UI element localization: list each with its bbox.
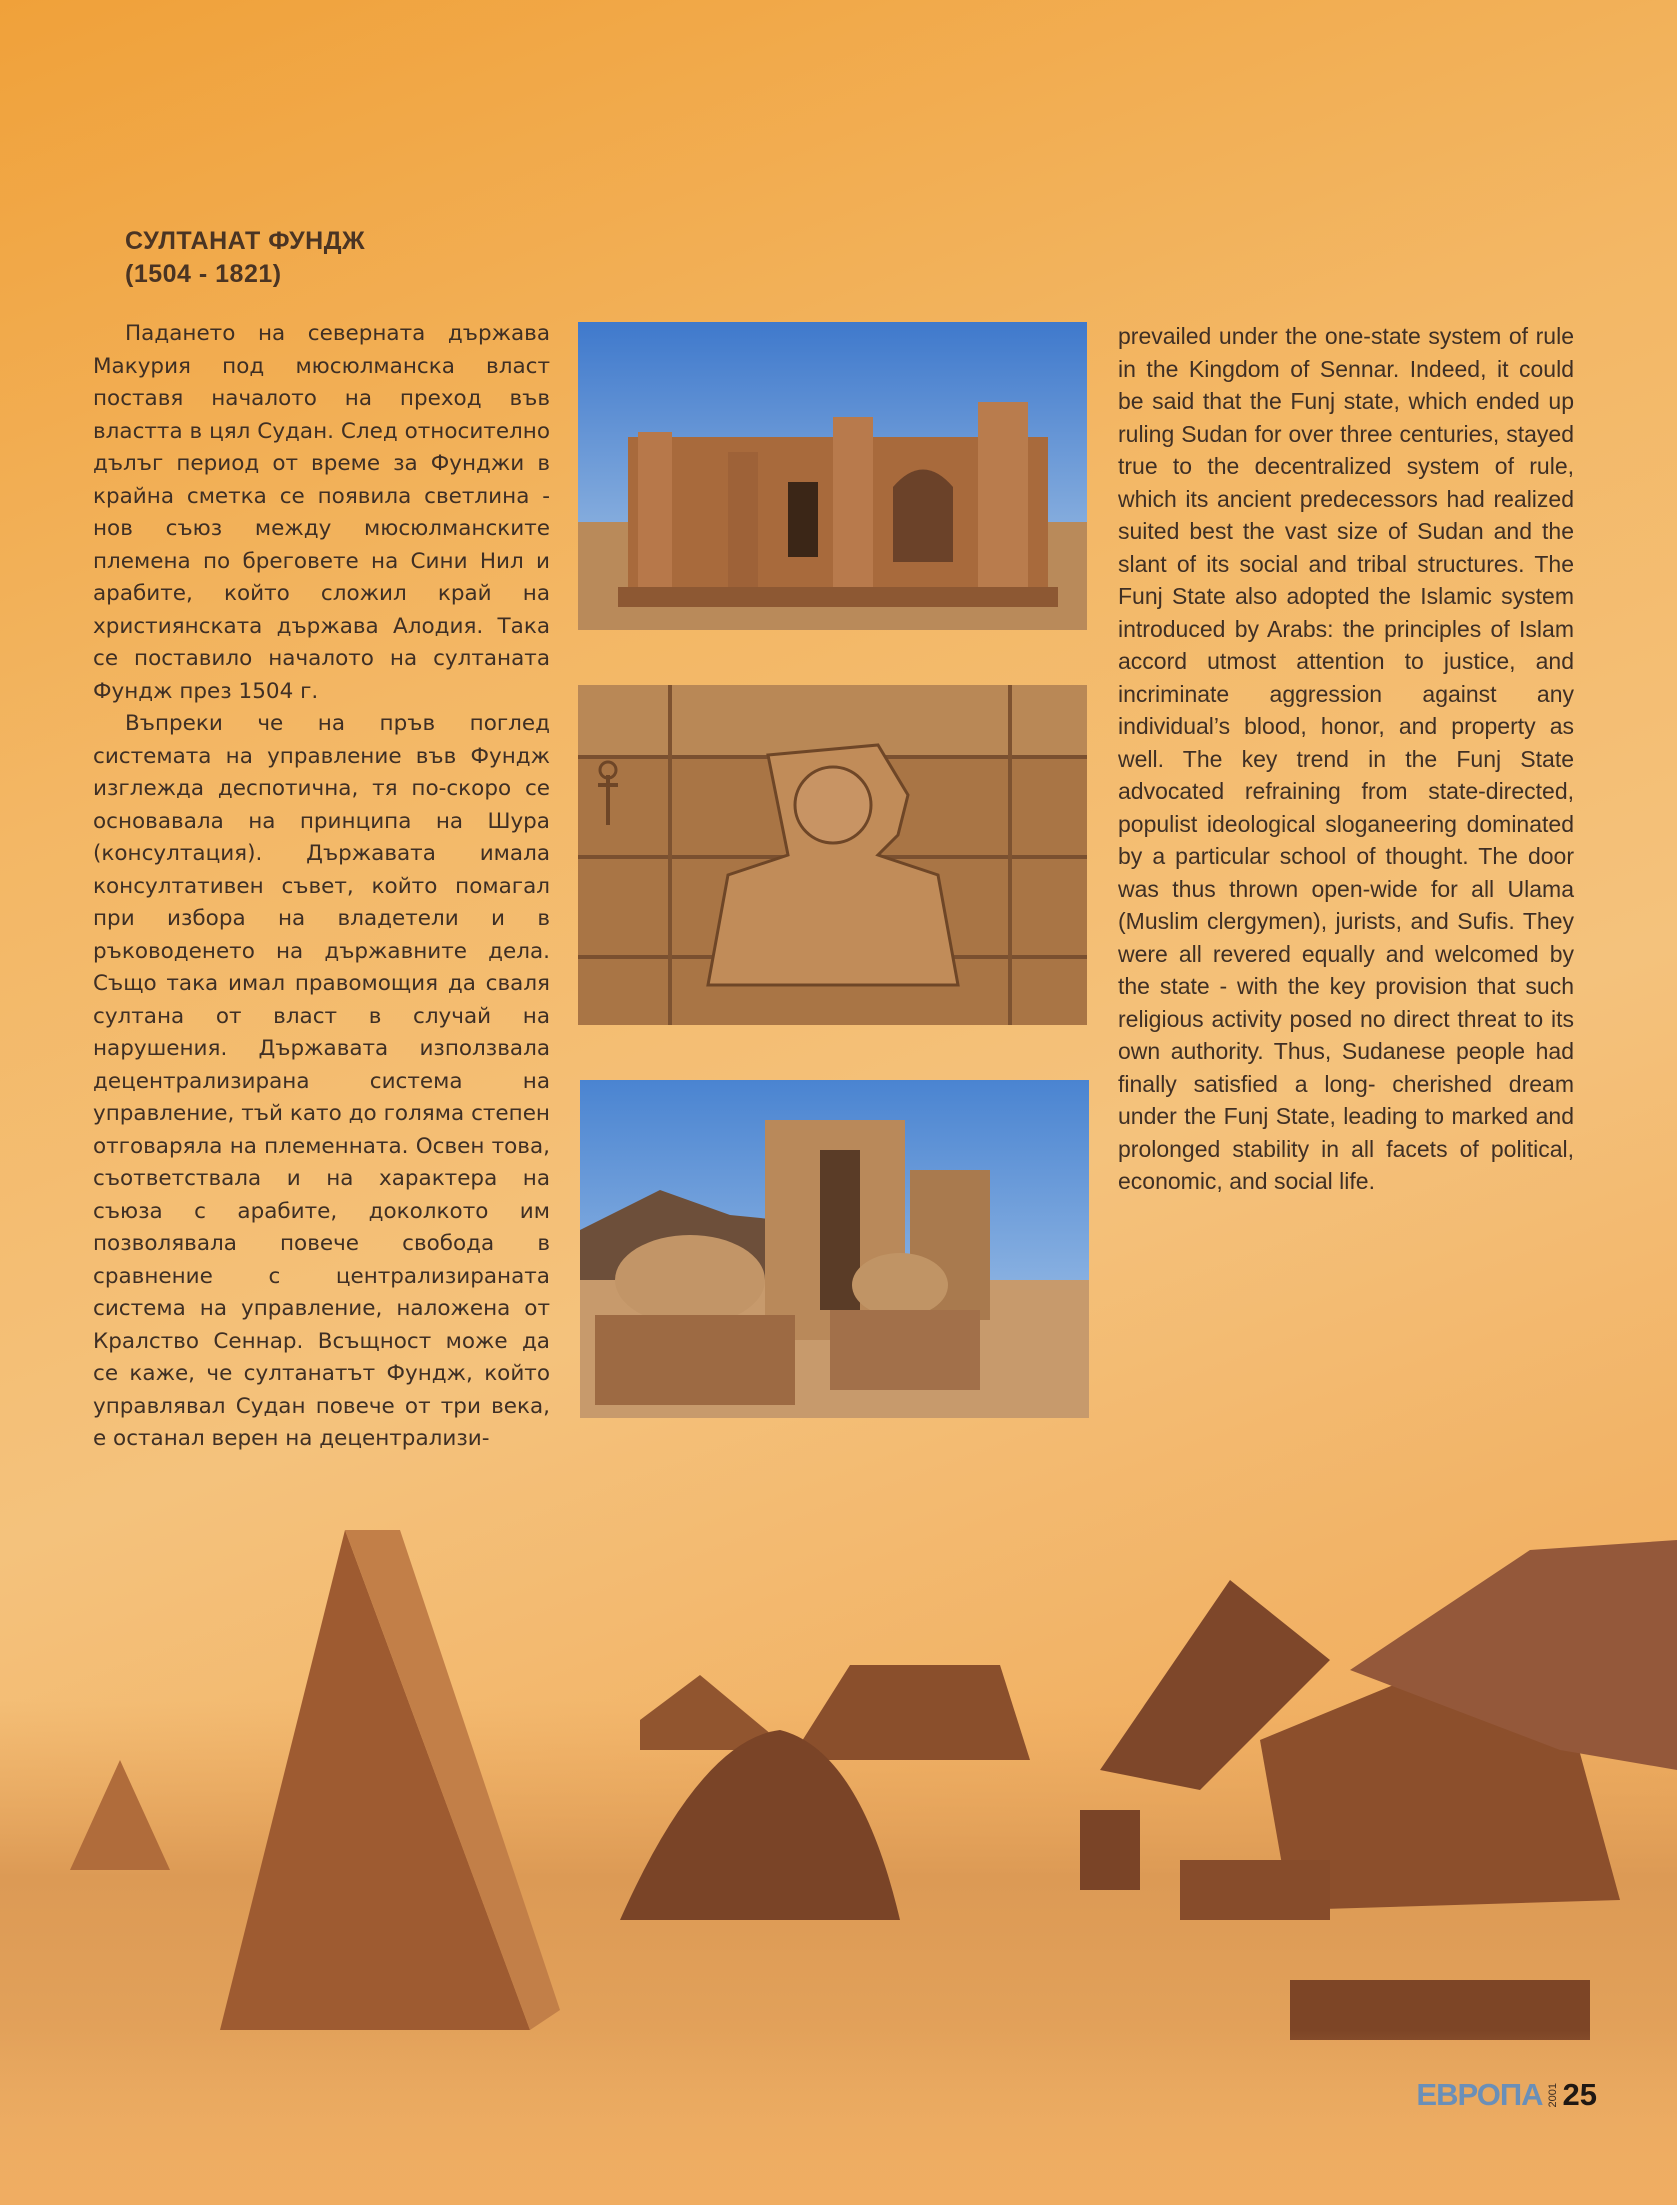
magazine-year: 2001	[1546, 2082, 1559, 2108]
magazine-brand: ЕВРОПА	[1416, 2077, 1543, 2112]
left-paragraph-1: Падането на северната държава Макурия под мюсюлманска власт поставя началото на преход във властта в цял Судан. След относително дълъг период от време за Фунджи в крайна сметка се появила светлина - нов съюз между мюсюлманските племена по бреговете на Сини Нил и арабите, който сложил край на християнската държава Алодия. Така се поставило началото на султаната Фундж през 1504 г.	[93, 321, 550, 704]
section-dates: (1504 - 1821)	[125, 260, 282, 288]
right-text-column	[1118, 320, 1574, 1198]
right-paragraph-1: prevailed under the one-state system of rule in the Kingdom of Sennar. Indeed, it could be said that the Funj state, which ended up ruling Sudan for over three centuries, stayed true to the decentralized system of rule, which its ancient predecessors had realized suited best the vast size of Sudan and the slant of its social and tribal structures. The Funj State also adopted the Islamic system introduced by Arabs: the principles of Islam accord utmost attention to justice, and incriminate aggression against any individual’s blood, honor, and property as well. The key trend in the Funj State advocated refraining from state-directed, populist ideological sloganeering dominated by a particular school of thought. The door was thus thrown open-wide for all Ulama (Muslim clergymen), jurists, and Sufis. They were all revered equally and welcomed by the state - with the key provision that such religious activity posed no direct threat to its own authority. Thus, Sudanese people had finally satisfied a long- cherished dream under the Funj State, leading to marked and prolonged stability in all facets of political, economic, and social life.	[1118, 323, 1574, 1194]
page-number: 25	[1562, 2077, 1597, 2112]
left-paragraph-2: Въпреки че на пръв поглед системата на управление във Фундж изглежда деспотична, тя по-скоро се основавала на принципа на Шура (консултация). Държавата имала консултативен съвет, който помагал при избора на владетели и в ръководенето на държавните дела. Също така имал правомощия да сваля султана от власт в случай на нарушения. Държавата използвала децентрализирана система на управление, тъй като до голяма степен отговаряла на племенната. Освен това, съответствала и на характера на съюза с арабите, доколкото им позволявала повече свобода в сравнение с централизираната система на управление, наложена от Кралство Сеннар. Всъщност може да се каже, че султанатът Фундж, който управлявал Судан повече от три века, е останал верен на децентрализи-	[93, 711, 550, 1451]
ram-statues-photo	[580, 1080, 1089, 1418]
page-footer	[1416, 2077, 1597, 2113]
section-title: СУЛТАНАТ ФУНДЖ	[125, 227, 366, 255]
relief-carving-photo	[578, 685, 1087, 1025]
left-text-column	[93, 318, 550, 1456]
temple-ruins-photo	[578, 322, 1087, 630]
section-heading	[125, 225, 545, 291]
